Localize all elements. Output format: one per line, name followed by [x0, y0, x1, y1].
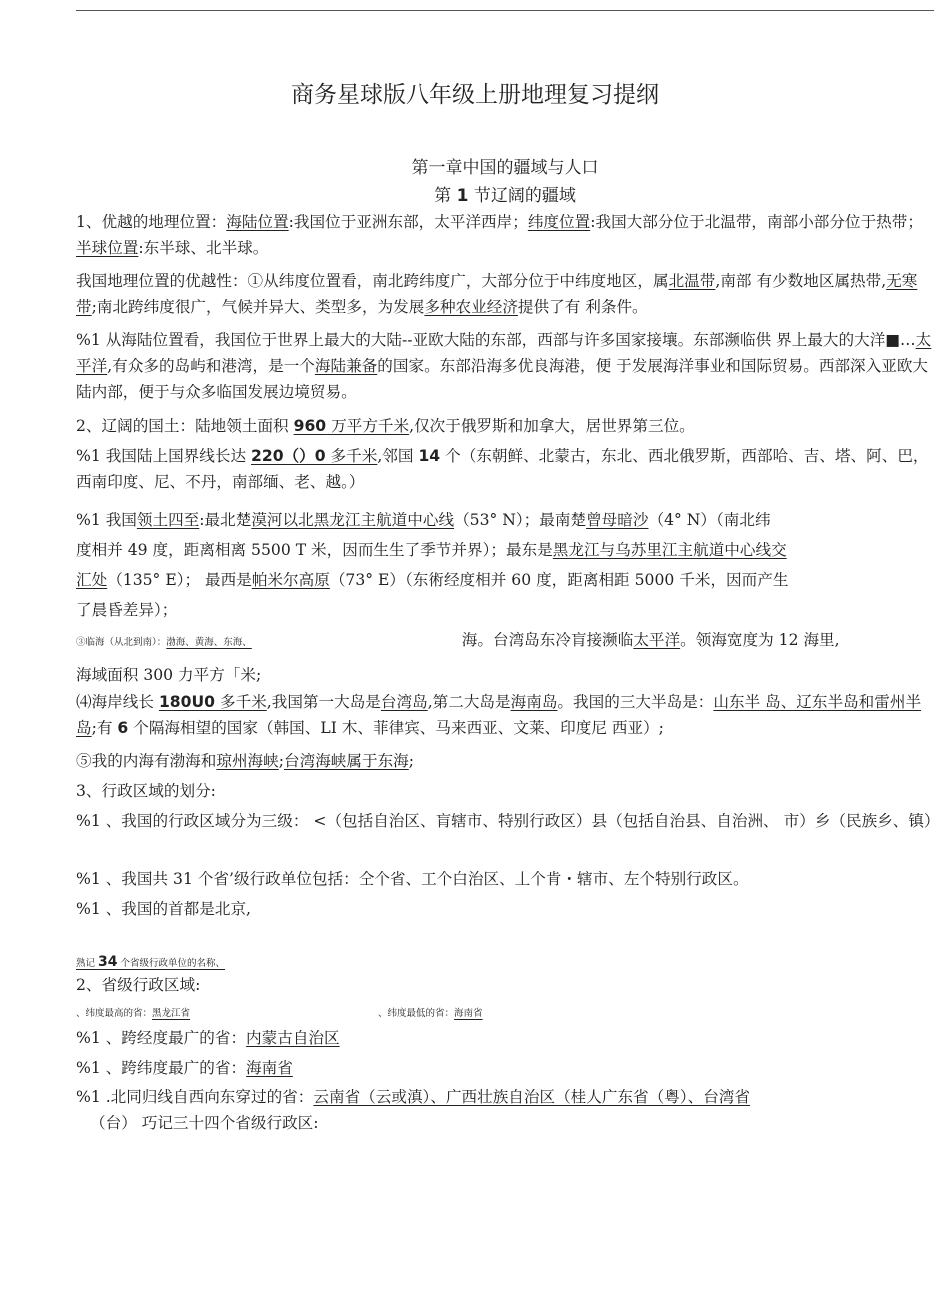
paragraph-latitude-provinces [76, 998, 934, 1027]
text: （135° E）； 最西是 [107, 571, 252, 589]
top-rule [76, 10, 934, 11]
text: :我国大部分位于北温带，南部小部分位于热带； [590, 213, 923, 231]
paragraph-land-area [76, 413, 934, 439]
underlined-term: 太平洋 [76, 331, 932, 375]
underlined-term: 海南岛 [510, 693, 558, 711]
underlined-term: 海陆位置 [226, 213, 289, 231]
text: 2、辽阔的国土：陆地领土面积 [76, 417, 294, 435]
underlined-term: 万平方千米 [326, 417, 410, 435]
underlined-term: 太平洋 [633, 631, 681, 649]
text: ,邻国 [377, 447, 419, 465]
underlined-term: 汇处 [76, 571, 108, 589]
text: 。我国的三大半岛是： [557, 693, 714, 711]
text: 了晨昏差异）； [76, 601, 178, 619]
text: （台） 巧记三十四个省级行政区: [90, 1114, 319, 1132]
small-underlined-term: 渤海、黄海、东海、 [166, 637, 252, 648]
small-text: ③临海（从北到南）： [76, 637, 167, 648]
text: 提供了有 利条件。 [517, 298, 648, 316]
text: ,我国第一大岛是 [266, 693, 381, 711]
text: 个（东朝鲜、北蒙古，东北、西北俄罗斯，西部哈、吉、塔、阿、巴，西南印度、尼、不丹，南部缅、老、越。） [76, 447, 929, 491]
underlined-term: 多千米 [325, 447, 378, 465]
text: ,有众多的岛屿和港湾，是一个 [107, 357, 315, 375]
text: （4° N）（南北纬 [648, 511, 771, 529]
text: :最北楚 [199, 511, 252, 529]
underlined-term: 漠河以北黑龙江主航道中心线 [251, 511, 455, 529]
underlined-term: 云南省（云或滇）、广西壮族自治区（桂人广东省（粤）、台湾省 [313, 1088, 750, 1106]
section-number: 1 [456, 186, 469, 206]
underlined-term: 领土四至 [136, 511, 200, 529]
bold-number: 14 [418, 447, 441, 465]
text: 。领海宽度为 12 海里, [680, 631, 840, 649]
paragraph-inland-seas [76, 748, 934, 774]
text: ⑤我的内海有渤海和 [76, 752, 217, 770]
underlined-term: 纬度位置 [527, 213, 591, 231]
text: 海。台湾岛东冷肓接濒临 [461, 631, 634, 649]
text: ,第二大岛是 [427, 693, 511, 711]
paragraph-latitude-advantage [76, 268, 934, 320]
paragraph-sea-land-position [76, 327, 934, 405]
text: （53° N）；最南楚 [454, 511, 587, 529]
small-underlined-term: 黑龙江省 [152, 1008, 191, 1019]
underlined-term: 山东半 岛、辽东半岛和雷州半岛 [76, 693, 922, 737]
text: 1、优越的地理位置： [76, 213, 227, 231]
chapter-heading: 第一章中国的疆域与人口 [411, 158, 599, 178]
text: %1 、跨纬度最广的省： [76, 1059, 247, 1077]
underlined-term: 北温带 [668, 272, 716, 290]
underlined-term: 黑龙江与乌苏里江主航道中心线交 [552, 541, 787, 559]
text: :东半球、北半球。 [138, 239, 269, 257]
paragraph-border [76, 443, 934, 495]
document-title: 商务星球版八年级上册地理复习提纲 [291, 82, 659, 108]
text: 的国家。东部沿海多优良海港，便 于发展海洋事业和国际贸易。西部深入亚欧大陆内部，便于与众多临国发展边境贸易。 [76, 357, 929, 401]
underlined-term: 台湾海峡属于东海 [284, 752, 409, 770]
section-heading [0, 181, 950, 206]
underlined-term: 内蒙古自治区 [246, 1029, 340, 1047]
text: ; [408, 752, 415, 770]
paragraph-seas [76, 627, 934, 688]
text: 我国地理位置的优越性：①从纬度位置看，南北跨纬度广，大部分位于中纬度地区，属 [76, 272, 669, 290]
text: 海域面积 300 力平方「米; [76, 666, 262, 684]
paragraph-widest-latitude [76, 1055, 934, 1081]
text: 度相并 49 度，距离相离 5500 T 米，因而生生了季节并界）；最东是 [76, 541, 553, 559]
small-underlined-term: 海南省 [454, 1008, 483, 1019]
paragraph-tropic-provinces [76, 1084, 934, 1136]
text: ;有 [91, 719, 118, 737]
text: ; [278, 752, 285, 770]
text: %1 从海陆位置看，我国位于世界上最大的大陆--亚欧大陆的东部，西部与许多国家接壤。东部濒临供 界上最大的大洋■… [76, 331, 916, 349]
paragraph-provinces-count: %1 、我国共 31 个省’级行政单位包括：仝个省、工个白治区、丄个肯・辖市、左个特别行政区。 [76, 870, 749, 888]
small-text: 熟记 [76, 958, 99, 969]
text: ,仅次于俄罗斯和加拿大，居世界第三位。 [409, 417, 695, 435]
text: ,南部 有少数地区属热带, [715, 272, 887, 290]
text: 个隔海相望的国家（韩国、LI 木、菲律宾、马来西亚、文莱、印度尼 西亚）; [128, 719, 664, 737]
bold-number: 220（）0 [251, 447, 326, 465]
text: %1 .北同归线自西向东穿过的省： [76, 1088, 314, 1106]
text: %1 、跨经度最广的省： [76, 1029, 247, 1047]
text: %1 我国 [76, 511, 137, 529]
bold-number: 34 [98, 954, 118, 970]
paragraph-widest-longitude [76, 1025, 934, 1051]
section-pre: 第 [434, 186, 457, 206]
underlined-term: 帕米尔高原 [251, 571, 330, 589]
underlined-term: 台湾岛 [380, 693, 428, 711]
text: （73° E）（东術经度相并 60 度，距离相距 5000 千米，因而产生 [329, 571, 789, 589]
bold-number: 6 [117, 719, 129, 737]
bold-number: 180U0 [158, 693, 216, 711]
small-text: 个省级行政单位的名称、 [117, 958, 226, 969]
heading-admin-divisions: 3、行政区域的划分: [76, 782, 216, 800]
text: ;南北跨纬度很广，气候并异大、类型多，为发展 [91, 298, 425, 316]
underlined-term: 无寒带 [76, 272, 918, 316]
small-text: 、纬度最高的省： [76, 1008, 153, 1019]
section-post: 节辽阔的疆域 [468, 186, 576, 206]
bold-number: 960 [293, 417, 327, 435]
text: %1 我国陆上国界线长达 [76, 447, 251, 465]
text: :我国位于亚洲东部，太平洋西岸； [288, 213, 528, 231]
paragraph-capital: %1 、我国的首都是北京, [76, 900, 251, 918]
underlined-term: 半球位置 [76, 239, 139, 257]
paragraph-extremes [76, 505, 934, 625]
underlined-term: 海陆兼备 [314, 357, 378, 375]
small-text: 、纬度最低的省： [378, 1008, 455, 1019]
underlined-term: 海南省 [246, 1059, 293, 1077]
underlined-term: 曾母暗沙 [586, 511, 649, 529]
text: ⑷海岸线长 [76, 693, 159, 711]
underlined-term: 多种农业经济 [424, 298, 518, 316]
underlined-term: 琼州海峡 [216, 752, 279, 770]
underlined-term: 多千米 [215, 693, 267, 711]
paragraph-coastline [76, 689, 934, 741]
heading-provincial-regions: 2、省级行政区域: [76, 976, 201, 994]
paragraph-location [76, 209, 934, 261]
paragraph-admin-levels: %1 、我国的行政区域分为三级： <（包括自治区、肓辖市、特别行政区）县（包括自治县、自治洲、 市）乡（民族乡、镇） [76, 812, 940, 830]
